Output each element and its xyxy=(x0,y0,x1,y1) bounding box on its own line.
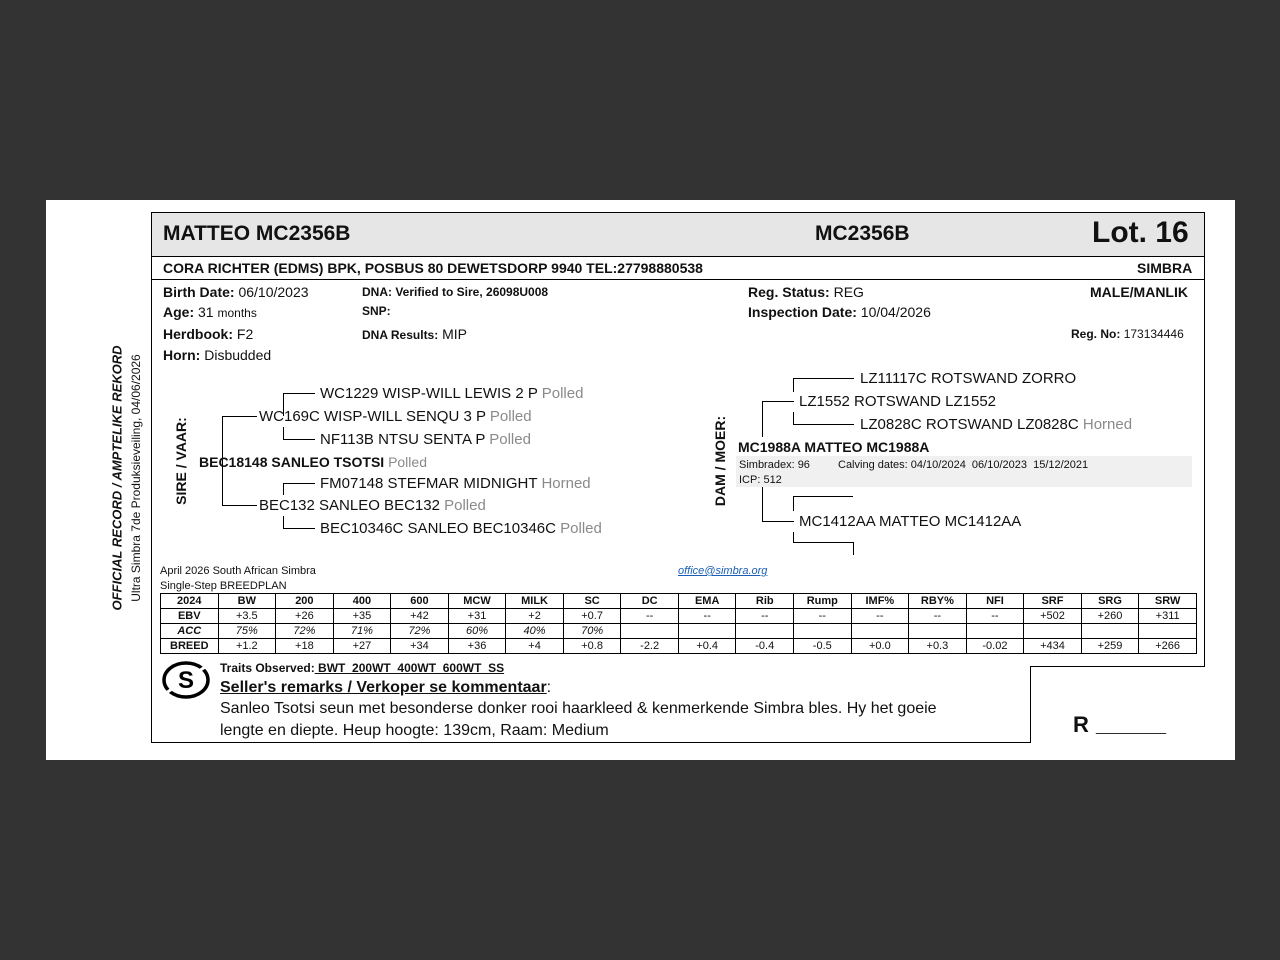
ebv-cell: +434 xyxy=(1024,639,1082,654)
dam-sire: LZ1552 ROTSWAND LZ1552 xyxy=(799,393,997,410)
ebv-cell: -- xyxy=(851,609,909,624)
ebv-header-cell: 400 xyxy=(333,594,391,609)
pedigree-connector xyxy=(853,542,854,555)
ebv-cell: -0.4 xyxy=(736,639,794,654)
ebv-header-cell: MILK xyxy=(506,594,564,609)
ebv-cell xyxy=(966,624,1024,639)
ebv-cell: +311 xyxy=(1139,609,1197,624)
ebv-header-cell: NFI xyxy=(966,594,1024,609)
ebv-header-cell: SRW xyxy=(1139,594,1197,609)
pedigree-connector xyxy=(793,378,854,379)
ebv-header-cell: SRF xyxy=(1024,594,1082,609)
pedigree-connector xyxy=(283,483,284,495)
ebv-cell: +35 xyxy=(333,609,391,624)
dam-calving-dates: Calving dates: 04/10/2024 06/10/2023 15/12/2021 xyxy=(838,459,1089,471)
sire-dam-sire: FM07148 STEFMAR MIDNIGHT Horned xyxy=(320,475,591,492)
ebv-cell: 75% xyxy=(218,624,276,639)
ebv-source-method: Single-Step BREEDPLAN xyxy=(160,580,287,592)
ebv-cell: +27 xyxy=(333,639,391,654)
ebv-row xyxy=(161,639,1197,654)
official-record-label: OFFICIAL RECORD / AMPTELIKE REKORD xyxy=(109,345,125,611)
dam-name: MC1988A MATTEO MC1988A xyxy=(738,439,930,455)
ebv-cell: -- xyxy=(678,609,736,624)
sire-name: BEC18148 SANLEO TSOTSI Polled xyxy=(199,454,427,470)
ebv-cell: -2.2 xyxy=(621,639,679,654)
ebv-table xyxy=(160,593,1197,654)
ebv-header-cell: SRG xyxy=(1081,594,1139,609)
ebv-cell: -- xyxy=(736,609,794,624)
ebv-cell: 72% xyxy=(391,624,449,639)
ebv-header-cell: 2024 xyxy=(161,594,219,609)
price-blank[interactable]: _________ xyxy=(1096,718,1167,734)
ebv-header-cell: MCW xyxy=(448,594,506,609)
pedigree-connector xyxy=(762,521,794,522)
ebv-cell xyxy=(794,624,852,639)
ebv-header-cell: Rib xyxy=(736,594,794,609)
ebv-cell: +0.8 xyxy=(563,639,621,654)
ebv-header-cell: RBY% xyxy=(909,594,967,609)
sire-sire-sire: WC1229 WISP-WILL LEWIS 2 P Polled xyxy=(320,385,584,402)
ebv-header-cell: BW xyxy=(218,594,276,609)
simbra-logo-icon xyxy=(161,659,211,701)
pedigree-connector xyxy=(283,393,315,394)
dam-sire-sire: LZ11117C ROTSWAND ZORRO xyxy=(860,370,1077,387)
ebv-cell: +0.3 xyxy=(909,639,967,654)
pedigree-connector xyxy=(793,496,794,511)
ebv-cell: +4 xyxy=(506,639,564,654)
ebv-header-cell: EMA xyxy=(678,594,736,609)
ebv-cell: +0.7 xyxy=(563,609,621,624)
breed: SIMBRA xyxy=(1137,260,1193,276)
divider xyxy=(152,279,1204,280)
ebv-header-cell: SC xyxy=(563,594,621,609)
ebv-cell: +34 xyxy=(391,639,449,654)
animal-name: MATTEO MC2356B xyxy=(163,222,351,245)
divider xyxy=(152,256,1204,257)
pedigree-connector xyxy=(762,487,763,521)
dam-dam: MC1412AA MATTEO MC1412AA xyxy=(799,513,1022,530)
sire-dam-dam: BEC10346C SANLEO BEC10346C Polled xyxy=(320,520,602,537)
pedigree-connector xyxy=(283,439,315,440)
ebv-cell: +42 xyxy=(391,609,449,624)
email-link[interactable]: office@simbra.org xyxy=(678,565,768,577)
ebv-cell: 72% xyxy=(276,624,334,639)
inspection-date: Inspection Date: 10/04/2026 xyxy=(748,304,931,320)
pedigree-connector xyxy=(762,401,763,437)
dam-icp: ICP: 512 xyxy=(739,474,782,486)
ebv-cell: +1.2 xyxy=(218,639,276,654)
ebv-cell: 70% xyxy=(563,624,621,639)
pedigree-connector xyxy=(762,401,794,402)
sire-dam: BEC132 SANLEO BEC132 Polled xyxy=(259,497,486,514)
sire-sire: WC169C WISP-WILL SENQU 3 P Polled xyxy=(259,408,532,425)
pedigree-connector xyxy=(283,516,284,528)
ebv-cell: -0.02 xyxy=(966,639,1024,654)
ebv-cell: +260 xyxy=(1081,609,1139,624)
ebv-cell: -0.5 xyxy=(794,639,852,654)
pedigree-connector xyxy=(222,505,257,506)
herdbook: Herdbook: F2 xyxy=(163,326,254,342)
ebv-row xyxy=(161,624,1197,639)
pedigree-connector xyxy=(222,416,257,417)
ebv-cell xyxy=(736,624,794,639)
ebv-cell: +18 xyxy=(276,639,334,654)
breeder: CORA RICHTER (EDMS) BPK, POSBUS 80 DEWETSDORP 9940 TEL:27798880538 xyxy=(163,260,703,276)
ebv-cell: +36 xyxy=(448,639,506,654)
ebv-cell xyxy=(1024,624,1082,639)
ebv-cell: +259 xyxy=(1081,639,1139,654)
pedigree-connector xyxy=(283,483,315,484)
ebv-row-label: BREED xyxy=(161,639,219,654)
sire-sire-dam: NF113B NTSU SENTA P Polled xyxy=(320,431,531,448)
sex: MALE/MANLIK xyxy=(1090,284,1188,300)
ebv-header-cell: DC xyxy=(621,594,679,609)
birth-date: Birth Date: 06/10/2023 xyxy=(163,284,309,300)
ebv-source: April 2026 South African Simbra xyxy=(160,565,316,577)
svg-text:S: S xyxy=(177,667,195,694)
ebv-cell: +31 xyxy=(448,609,506,624)
ebv-cell xyxy=(1081,624,1139,639)
remarks-line-1: Sanleo Tsotsi seun met besonderse donker rooi haarkleed & kenmerkende Simbra bles. Hy het goeie xyxy=(220,700,937,717)
dam-simbradex: Simbradex: 96 xyxy=(739,459,810,471)
remarks-title: Seller's remarks / Verkoper se kommentaar: xyxy=(220,679,552,696)
lot-number: Lot. 16 xyxy=(1092,216,1189,249)
ebv-cell xyxy=(621,624,679,639)
pedigree-connector xyxy=(283,427,284,439)
pedigree-connector xyxy=(793,532,794,542)
horn: Horn: Disbudded xyxy=(163,347,272,363)
dna: DNA: Verified to Sire, 26098U008 xyxy=(362,285,549,299)
reg-status: Reg. Status: REG xyxy=(748,284,864,300)
ebv-header-cell: 200 xyxy=(276,594,334,609)
pedigree-connector xyxy=(793,424,854,425)
ebv-header-cell: 600 xyxy=(391,594,449,609)
traits-observed: Traits Observed: BWT 200WT 400WT 600WT SS xyxy=(220,661,505,675)
ebv-cell: -- xyxy=(621,609,679,624)
auction-label: Ultra Simbra 7de Produksieveiling, 04/06/2026 xyxy=(129,354,143,602)
ebv-cell: +502 xyxy=(1024,609,1082,624)
ebv-header-cell: Rump xyxy=(794,594,852,609)
pedigree-connector xyxy=(283,528,315,529)
sire-label: SIRE / VAAR: xyxy=(173,417,189,505)
ebv-cell xyxy=(909,624,967,639)
ebv-cell xyxy=(851,624,909,639)
dna-results: DNA Results: MIP xyxy=(362,326,468,342)
ebv-cell: +3.5 xyxy=(218,609,276,624)
ebv-header-cell: IMF% xyxy=(851,594,909,609)
ebv-row-label: ACC xyxy=(161,624,219,639)
ebv-cell: 60% xyxy=(448,624,506,639)
ebv-cell: -- xyxy=(909,609,967,624)
dam-label: DAM / MOER: xyxy=(712,415,728,507)
dam-sire-dam: LZ0828C ROTSWAND LZ0828C Horned xyxy=(860,416,1133,433)
animal-code: MC2356B xyxy=(815,222,910,245)
ebv-cell: +0.4 xyxy=(678,639,736,654)
reg-no: Reg. No: 173134446 xyxy=(1071,327,1184,341)
ebv-cell: -- xyxy=(794,609,852,624)
pedigree-connector xyxy=(793,378,794,392)
ebv-cell: +0.0 xyxy=(851,639,909,654)
ebv-cell: 71% xyxy=(333,624,391,639)
snp: SNP: xyxy=(362,304,391,318)
ebv-cell: +266 xyxy=(1139,639,1197,654)
ebv-cell xyxy=(678,624,736,639)
age: Age: 31 months xyxy=(163,304,257,320)
pedigree-connector xyxy=(793,412,794,424)
ebv-cell: 40% xyxy=(506,624,564,639)
pedigree-connector xyxy=(793,496,853,497)
remarks-line-2: lengte en diepte. Heup hoogte: 139cm, Raam: Medium xyxy=(220,722,609,739)
price-label: R xyxy=(1073,712,1089,737)
ebv-cell: +26 xyxy=(276,609,334,624)
pedigree-connector xyxy=(793,542,853,543)
ebv-cell xyxy=(1139,624,1197,639)
ebv-row-label: EBV xyxy=(161,609,219,624)
ebv-cell: +2 xyxy=(506,609,564,624)
ebv-row xyxy=(161,609,1197,624)
ebv-cell: -- xyxy=(966,609,1024,624)
